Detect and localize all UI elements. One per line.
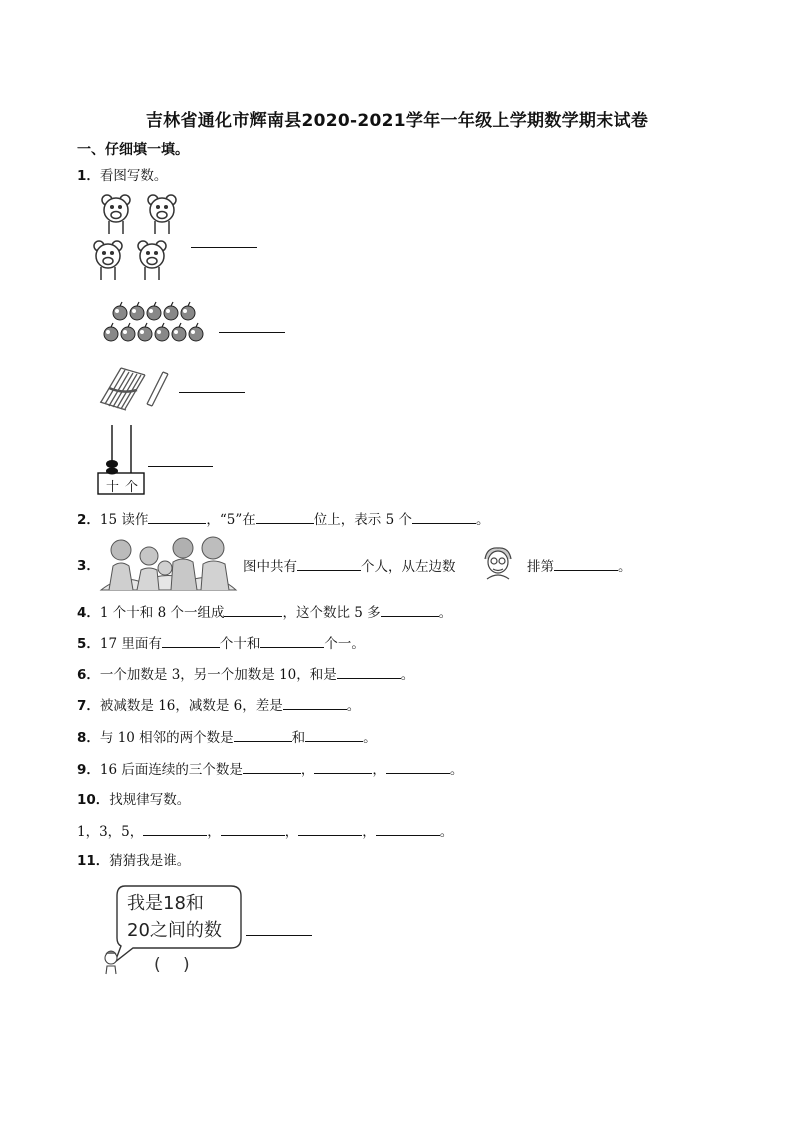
answer-parentheses: ( ) xyxy=(154,955,190,975)
bears-illustration xyxy=(94,196,194,286)
question-5: 5．17 里面有 个十和 个一。 xyxy=(77,633,365,654)
answer-blank[interactable] xyxy=(337,664,401,679)
answer-blank-sticks[interactable] xyxy=(179,392,245,393)
abacus-ones-label: 个 xyxy=(125,480,139,495)
answer-blank[interactable] xyxy=(314,759,372,774)
grandpa-portrait-illustration xyxy=(481,545,515,579)
answer-blank[interactable] xyxy=(224,602,282,617)
family-photo-illustration xyxy=(101,534,236,590)
question-6: 6．一个加数是 3，另一个加数是 10，和是 。 xyxy=(77,664,414,685)
answer-blank[interactable] xyxy=(381,602,439,617)
answer-blank[interactable] xyxy=(256,509,314,524)
question-8: 8．与 10 相邻的两个数是 和 。 xyxy=(77,727,377,748)
question-1: 1．看图写数。 xyxy=(77,168,168,184)
answer-blank[interactable] xyxy=(297,556,361,571)
abacus-illustration xyxy=(97,423,147,496)
apples-illustration xyxy=(100,300,210,348)
question-7: 7．被减数是 16，减数是 6，差是 。 xyxy=(77,695,360,716)
answer-blank[interactable] xyxy=(283,695,347,710)
answer-blank-abacus[interactable] xyxy=(148,466,213,467)
answer-blank[interactable] xyxy=(554,556,618,571)
answer-blank[interactable] xyxy=(298,821,362,836)
question-3-number: 3． xyxy=(77,558,100,574)
question-2: 2．15 读作 ，“5”在 位上，表示 5 个 。 xyxy=(77,509,489,530)
question-11: 11．猜猜我是谁。 xyxy=(77,853,191,869)
answer-blank-guess[interactable] xyxy=(246,935,312,936)
answer-blank-bears[interactable] xyxy=(191,247,257,248)
question-10-sequence: 1，3，5， ， ， ， 。 xyxy=(77,821,453,842)
abacus-tens-label: 十 xyxy=(106,480,120,495)
question-3-rank: 排第 。 xyxy=(527,556,632,577)
sticks-bundle-illustration xyxy=(97,362,177,412)
answer-blank[interactable] xyxy=(260,633,324,648)
answer-blank[interactable] xyxy=(412,509,476,524)
question-10: 10．找规律写数。 xyxy=(77,792,191,808)
answer-blank[interactable] xyxy=(221,821,285,836)
answer-blank-apples[interactable] xyxy=(219,332,285,333)
answer-blank[interactable] xyxy=(234,727,292,742)
answer-blank[interactable] xyxy=(243,759,301,774)
answer-blank[interactable] xyxy=(148,509,206,524)
question-3: 图中共有 个人，从左边数 xyxy=(243,556,456,577)
speech-bubble-text: 我是18和 20之间的数 xyxy=(127,893,222,941)
answer-blank[interactable] xyxy=(162,633,220,648)
answer-blank[interactable] xyxy=(305,727,363,742)
answer-blank[interactable] xyxy=(386,759,450,774)
page-title: 吉林省通化市辉南县2020-2021学年一年级上学期数学期末试卷 xyxy=(145,111,649,131)
section-heading: 一、仔细填一填。 xyxy=(77,142,189,158)
question-9: 9．16 后面连续的三个数是 ， ， 。 xyxy=(77,759,463,780)
answer-blank[interactable] xyxy=(143,821,207,836)
answer-blank[interactable] xyxy=(376,821,440,836)
question-4: 4．1 个十和 8 个一组成 ，这个数比 5 多 。 xyxy=(77,602,452,623)
